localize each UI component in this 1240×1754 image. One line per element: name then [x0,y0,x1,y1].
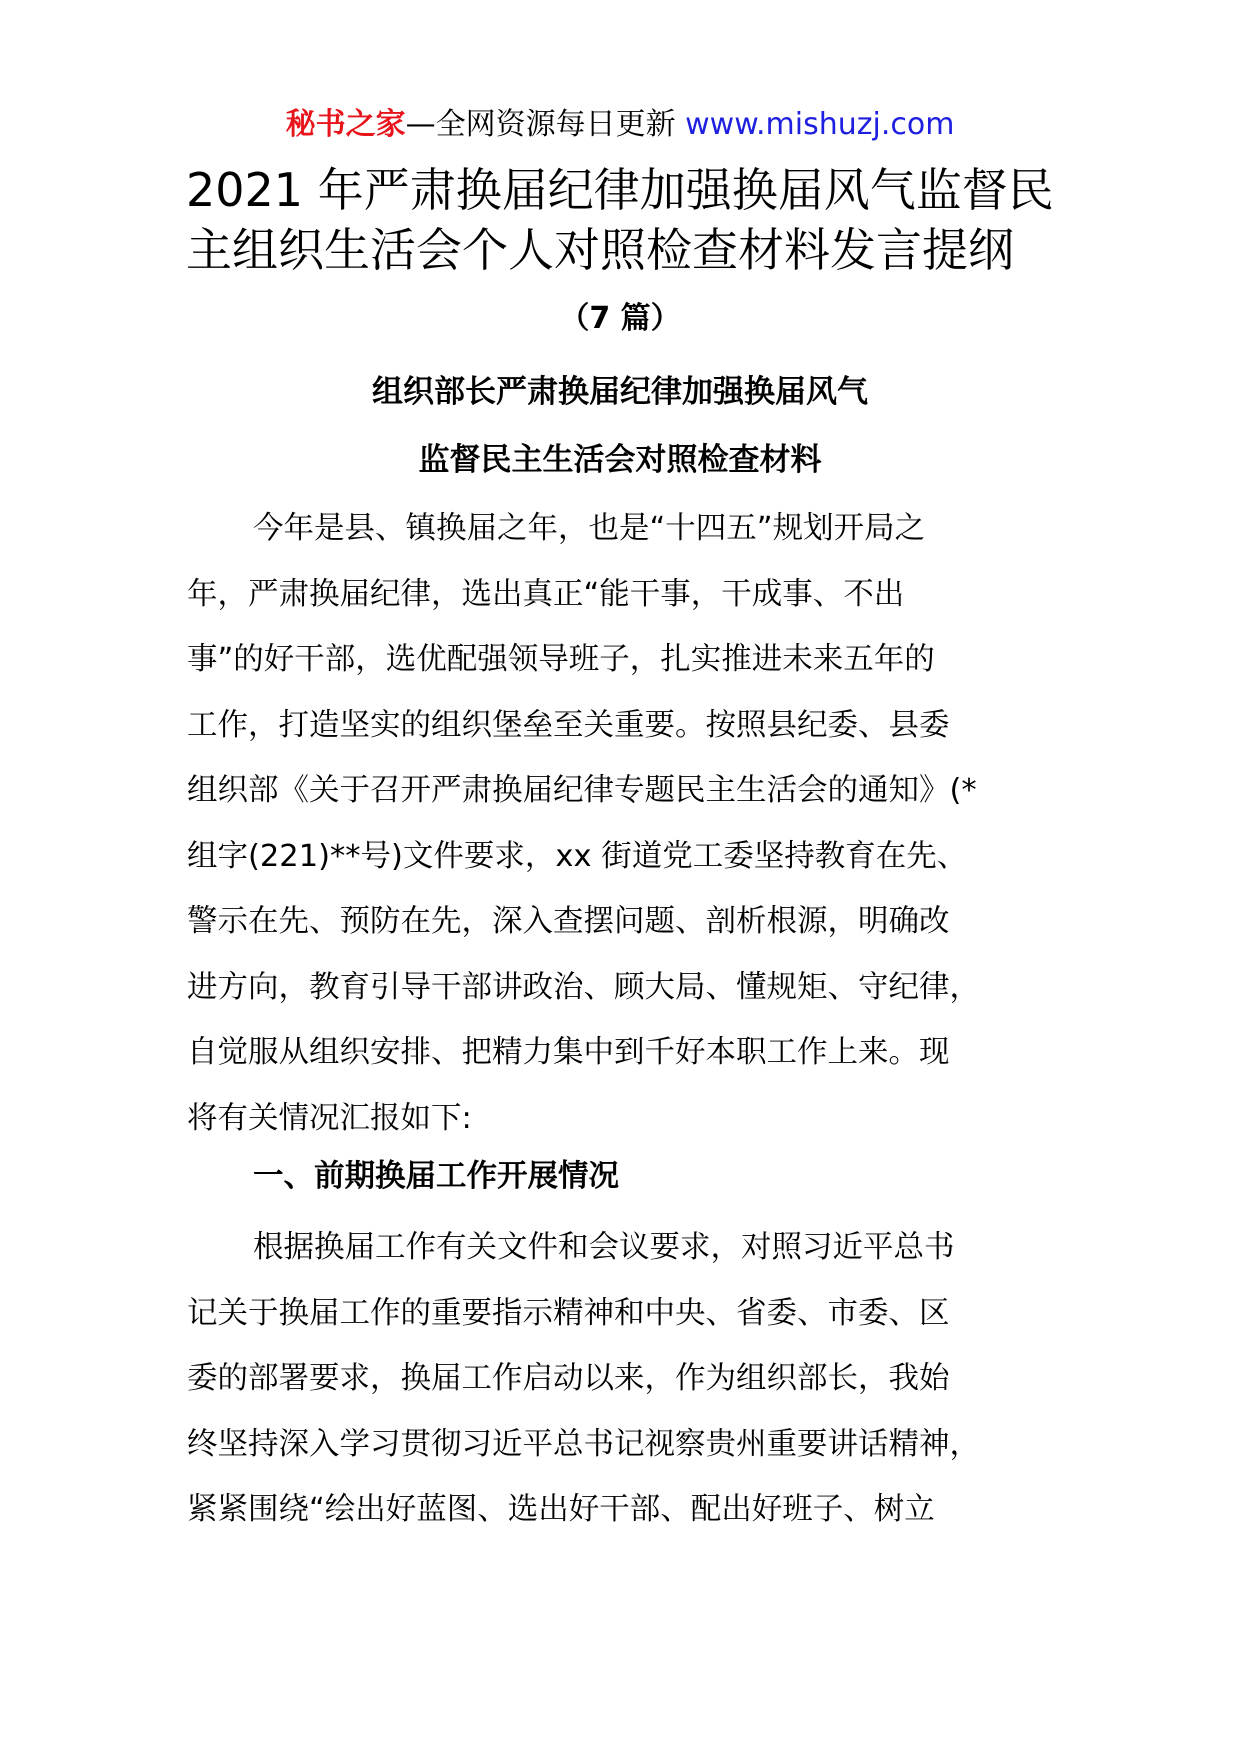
paragraph-line: 紧紧围绕“绘出好蓝图、选出好干部、配出好班子、树立 [187,1492,935,1527]
paragraph-line: 自觉服从组织安排、把精力集中到千好本职工作上来。现 [187,1035,950,1070]
paragraph-line: 组织部《关于召开严肃换届纪律专题民主生活会的通知》(* [187,773,977,808]
site-slogan: —全网资源每日更新 [405,107,676,142]
article-subtitle-line-2: 监督民主生活会对照检查材料 [418,442,822,478]
site-url-link[interactable]: www.mishuzj.com [685,107,955,142]
site-header [0,102,1240,148]
paragraph-line: 今年是县、镇换届之年，也是“十四五”规划开局之 [253,511,926,546]
document-title [186,160,1076,280]
paragraph-line: 进方向，教育引导干部讲政治、顾大局、懂规矩、守纪律， [187,969,980,1005]
paragraph-line: 记关于换届工作的重要指示精神和中央、省委、市委、区 [187,1295,950,1331]
paragraph-line: 终坚持深入学习贯彻习近平总书记视察贵州重要讲话精神， [187,1426,980,1462]
article-subtitle-line-1: 组织部长严肃换届纪律加强换届风气 [372,374,868,410]
body-paragraph-2 [187,1215,1067,1543]
paragraph-line: 年，严肃换届纪律，选出真正“能干事，干成事、不出 [187,576,905,612]
document-title-line-2: 主组织生活会个人对照检查材料发言提纲 [186,223,1014,277]
paragraph-line: 警示在先、预防在先，深入查摆问题、剖析根源，明确改 [187,904,950,939]
document-count: （7 篇） [559,301,681,336]
site-brand: 秘书之家 [285,107,406,142]
document-title-line-1: 2021 年严肃换届纪律加强换届风气监督民 [186,163,1054,217]
paragraph-line: 事”的好干部，选优配强领导班子，扎实推进未来五年的 [187,642,935,677]
section-heading-1: 一、前期换届工作开展情况 [253,1159,619,1194]
paragraph-line: 将有关情况汇报如下: [187,1100,472,1136]
paragraph-line: 根据换届工作有关文件和会议要求，对照习近平总书 [253,1230,955,1265]
body-paragraph-1 [187,496,1067,1151]
paragraph-line: 委的部署要求，换届工作启动以来，作为组织部长，我始 [187,1361,950,1396]
paragraph-line: 工作，打造坚实的组织堡垒至关重要。按照县纪委、县委 [187,707,950,743]
paragraph-line: 组字(221)**号)文件要求，xx 街道党工委坚持教育在先、 [187,838,968,874]
